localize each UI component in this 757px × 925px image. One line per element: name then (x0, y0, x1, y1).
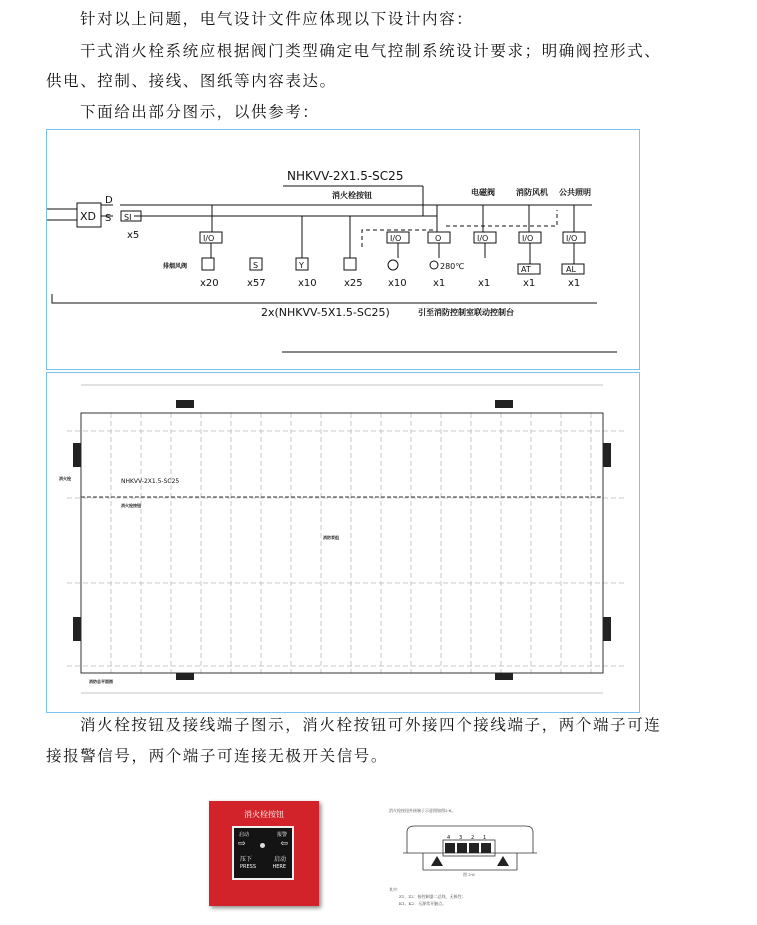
count-label: x1 (478, 278, 491, 289)
d-label: D (105, 195, 113, 206)
terminal-number: 4 (447, 835, 451, 841)
device-label: 排烟风阀 (163, 263, 188, 270)
paragraph-3: 供电、控制、接线、图纸等内容表达。 (46, 72, 337, 90)
count-label: x1 (523, 278, 536, 289)
paragraph-1: 针对以上问题，电气设计文件应体现以下设计内容： (80, 10, 474, 28)
paragraph-6: 接报警信号，两个端子可连接无极开关信号。 (46, 747, 389, 765)
module-label: I/O (390, 234, 402, 243)
floorplan-left-tag: 消火栓 (59, 476, 71, 481)
count-label: x10 (298, 278, 317, 289)
count-label: x10 (388, 278, 407, 289)
cable-top-label: NHKVV-2X1.5-SC25 (287, 169, 404, 183)
header-public-light: 公共照明 (559, 188, 591, 197)
terminal-number: 2 (471, 835, 475, 841)
temp-label: 280℃ (440, 262, 465, 271)
module-label: I/O (203, 234, 215, 243)
header-solenoid-valve: 电磁阀 (471, 188, 495, 197)
button-top-left: 启动 (239, 832, 250, 838)
paragraph-4: 下面给出部分图示，以供参考： (80, 103, 320, 121)
press-en: PRESS (240, 864, 256, 870)
module-label: O (435, 234, 442, 243)
terminal-diagram (385, 808, 565, 918)
count-label: x20 (200, 278, 219, 289)
count-label: x57 (247, 278, 266, 289)
count-label: x25 (344, 278, 363, 289)
device-code-al: AL (566, 265, 576, 274)
here-en: HERE (272, 864, 286, 870)
terminal-caption: 消火栓按钮外接端子示意图如图2-6。 (389, 808, 456, 813)
button-title: 消火栓按钮 (244, 810, 284, 819)
terminal-note-title: 其中： (389, 887, 401, 892)
press-cn: 压下 (240, 856, 253, 863)
cable-bottom-label: 2x(NHKVV-5X1.5-SC25) (261, 306, 390, 319)
terminal-block (385, 818, 565, 898)
count-label: x1 (568, 278, 581, 289)
button-window (232, 826, 294, 880)
cable-note: 引至消防控制室联动控制台 (418, 308, 514, 317)
button-top-right: 报警 (276, 832, 287, 838)
terminal-note-2: K1、K2：无源常开触点。 (399, 901, 447, 906)
paragraph-5: 消火栓按钮及接线端子图示，消火栓按钮可外接四个接线端子，两个端子可连 (80, 716, 662, 734)
floorplan-bottom-left: 消防总平面图 (89, 679, 113, 684)
wiring-diagram (47, 130, 639, 369)
terminal-fig: 图 2-6 (463, 872, 475, 877)
floorplan-cable-label: NHKVV-2X1.5-SC25 (121, 478, 180, 485)
device-code-y: Y (299, 261, 304, 270)
si-label: SI (124, 213, 132, 222)
count-label: x1 (433, 278, 446, 289)
module-label: I/O (566, 234, 578, 243)
terminal-number: 1 (483, 835, 487, 841)
device-code-at: AT (521, 265, 531, 274)
hydrant-button-photo (209, 801, 319, 906)
module-label: I/O (477, 234, 489, 243)
floorplan-center-label: 消防泵组 (323, 535, 339, 540)
s-label: S (105, 213, 112, 224)
xd-label: XD (80, 210, 97, 223)
terminal-number: 3 (459, 835, 463, 841)
arrow-left-icon: ⇨ (238, 839, 246, 849)
device-code-s: S (253, 261, 259, 270)
floorplan-frame (46, 372, 640, 713)
header-fire-fan: 消防风机 (516, 188, 548, 197)
floorplan (47, 373, 639, 712)
module-label: I/O (522, 234, 534, 243)
header-hydrant-button: 消火栓按钮 (332, 191, 372, 200)
terminal-note-1: Z1、Z2：接控制器二总线，无极性； (399, 894, 466, 899)
led-dot-icon (260, 843, 265, 848)
wiring-diagram-frame (46, 129, 640, 370)
x5-label: x5 (127, 230, 140, 241)
arrow-right-icon: ⇦ (280, 839, 288, 849)
floorplan-sub-tag: 消火栓按钮 (121, 503, 141, 508)
start-cn: 启动 (273, 856, 286, 863)
paragraph-2: 干式消火栓系统应根据阀门类型确定电气控制系统设计要求；明确阀控形式、 (80, 42, 662, 60)
